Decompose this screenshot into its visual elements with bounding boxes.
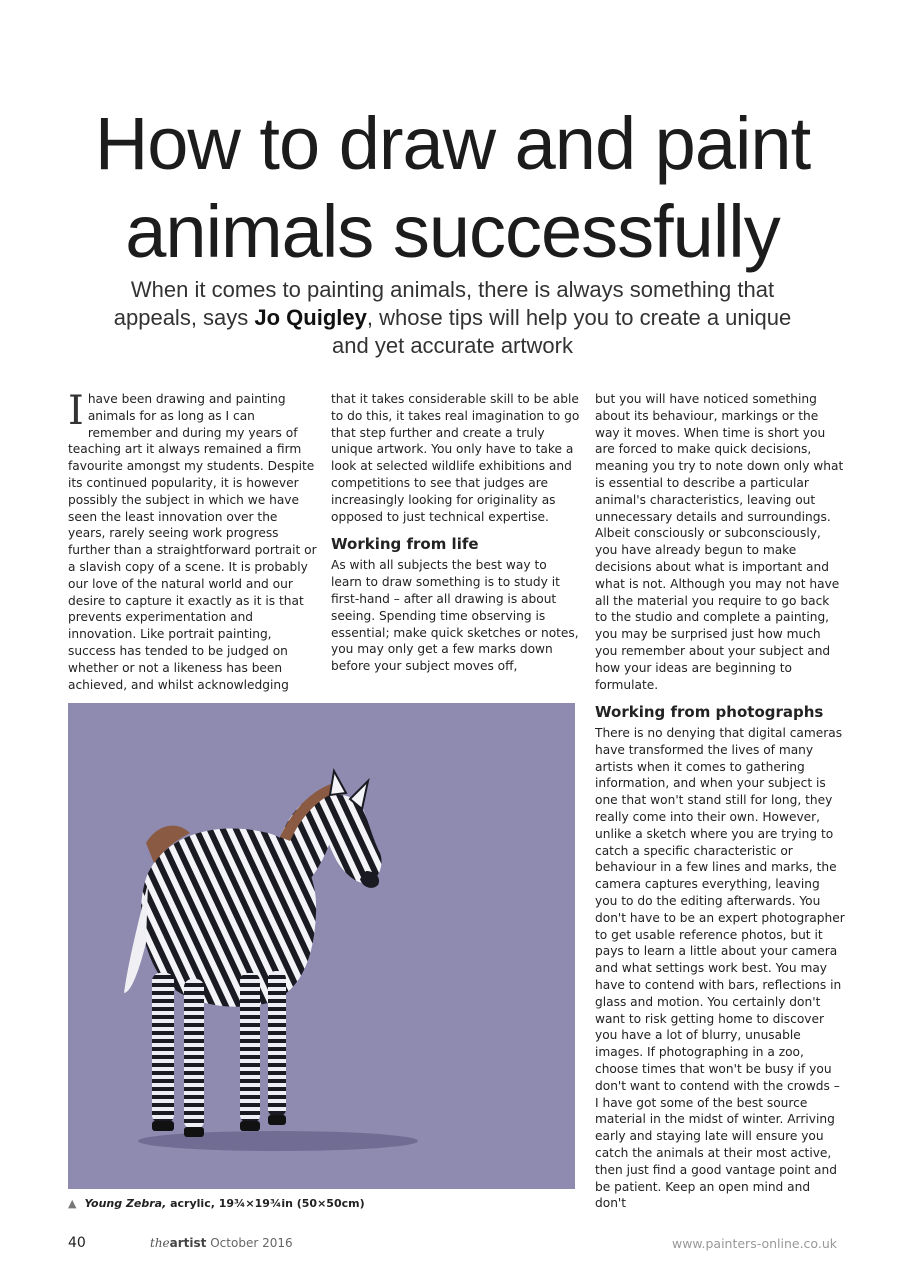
standfirst-before: When it comes to painting animals, there is always something that appeals, says [113,277,775,330]
column-1 [68,388,318,693]
caption-triangle-icon: ▲ [68,1197,77,1210]
caption-details: acrylic, 19¾×19¾in (50×50cm) [166,1197,365,1210]
title-line-2: animals successfully [125,190,780,273]
website-url: www.painters-online.co.uk [671,1236,837,1251]
zebra-leg-1 [152,973,174,1123]
zebra-illustration [68,703,575,1189]
zebra-leg-3 [240,973,260,1123]
zebra-hoof-1 [152,1121,174,1131]
zebra-hoof-3 [240,1121,260,1131]
page-number: 40 [68,1235,86,1251]
col2-paragraph: that it takes considerable skill to be able to do this, it takes real imagination to go that step further and create a truly unique artwork. You only have to take a look at selected wildlife exhibitions and competitions to see that judges are increasingly looking for originality as opposed to just technical expertise. [331,392,580,524]
zebra-leg-4 [268,971,286,1117]
working-from-life-paragraph: As with all subjects the best way to learn to draw something is to study it first-hand – after all drawing is about seeing. Spending time observing is essential; make quick sketches or notes, you may only get a few marks down before your subject moves off, [331,558,579,674]
zebra-ear-1 [330,771,346,795]
col3-paragraph: but you will have noticed something about its behaviour, markings or the way it moves. When time is short you are forced to make quick decisions, meaning you try to note down only what is essential to describe a particular animal's characteristics, leaving out unnecessary details and surroundings. Albeit consciously or subconsciously, you have already begun to make decisions about what is important and what is not. Although you may not have all the material you require to go back to the studio and complete a painting, you may be surprised just how much you remember about your subject and how your ideas are beginning to formulate. [595,392,844,692]
zebra-tail [124,883,148,993]
standfirst-after: , whose tips will help you to create a unique and yet accurate artwork [332,305,792,358]
zebra-hoof-2 [184,1127,204,1137]
author-name: Jo Quigley [254,305,367,330]
subhead-working-from-life: Working from life [331,535,479,554]
zebra-hoof-4 [268,1115,286,1125]
brand-the: the [150,1236,170,1250]
zebra-shadow [138,1131,418,1151]
caption-title: Young Zebra, [84,1197,167,1210]
drop-cap: I [68,388,84,434]
zebra-head [322,795,381,883]
column-3-continued [595,725,845,1212]
column-3 [595,391,845,693]
column-2 [331,391,581,675]
issue-date: October 2016 [210,1236,293,1250]
title-line-1: How to draw and paint [94,102,811,185]
figure-caption [68,1197,365,1210]
intro-paragraph: have been drawing and painting animals for as long as I can remember and during my years of teaching art it always remained a firm favourite amongst my students. Despite its continued popularity, it is however possibly the subject in which we have seen the least innovation over the years, rarely seeing work progress further than a straightforward portrait or a slavish copy of a scene. It is probably our love of the natural world and our desire to capture it exactly as it is that prevents experimentation and innovation. Like portrait painting, success has tended to be judged on whether or not a likeness has been achieved, and whilst acknowledging [68,392,317,692]
working-from-photographs-paragraph: There is no denying that digital cameras have transformed the lives of many artists when it comes to gathering information, and when your subject is one that won't stand still for long, they really come into their own. However, unlike a sketch where you are trying to catch a specific characteristic or behaviour in a few lines and marks, the camera captures everything, leaving you to do the editing afterwards. You don't have to be an expert photographer to get usable reference photos, but it pays to learn a little about your camera and what settings work best. You may have to contend with bars, reflections in glass and motion. You certainly don't want to risk getting home to discover you have a lot of blurry, unusable images. If photographing in a zoo, choose times that won't be busy if you don't want to contend with the crowds – I have got some of the best source material in the midst of winter. Arriving early and staying late will ensure you catch the animals at their most active, then just find a good vantage point and be patient. Keep an open mind and don't [595,726,845,1211]
subhead-working-from-photographs: Working from photographs [595,703,824,721]
brand-artist: artist [169,1236,207,1250]
article-title [0,100,905,276]
magazine-brand [150,1236,293,1250]
zebra-painting [68,703,575,1189]
standfirst [100,276,805,360]
zebra-leg-2 [184,979,204,1129]
